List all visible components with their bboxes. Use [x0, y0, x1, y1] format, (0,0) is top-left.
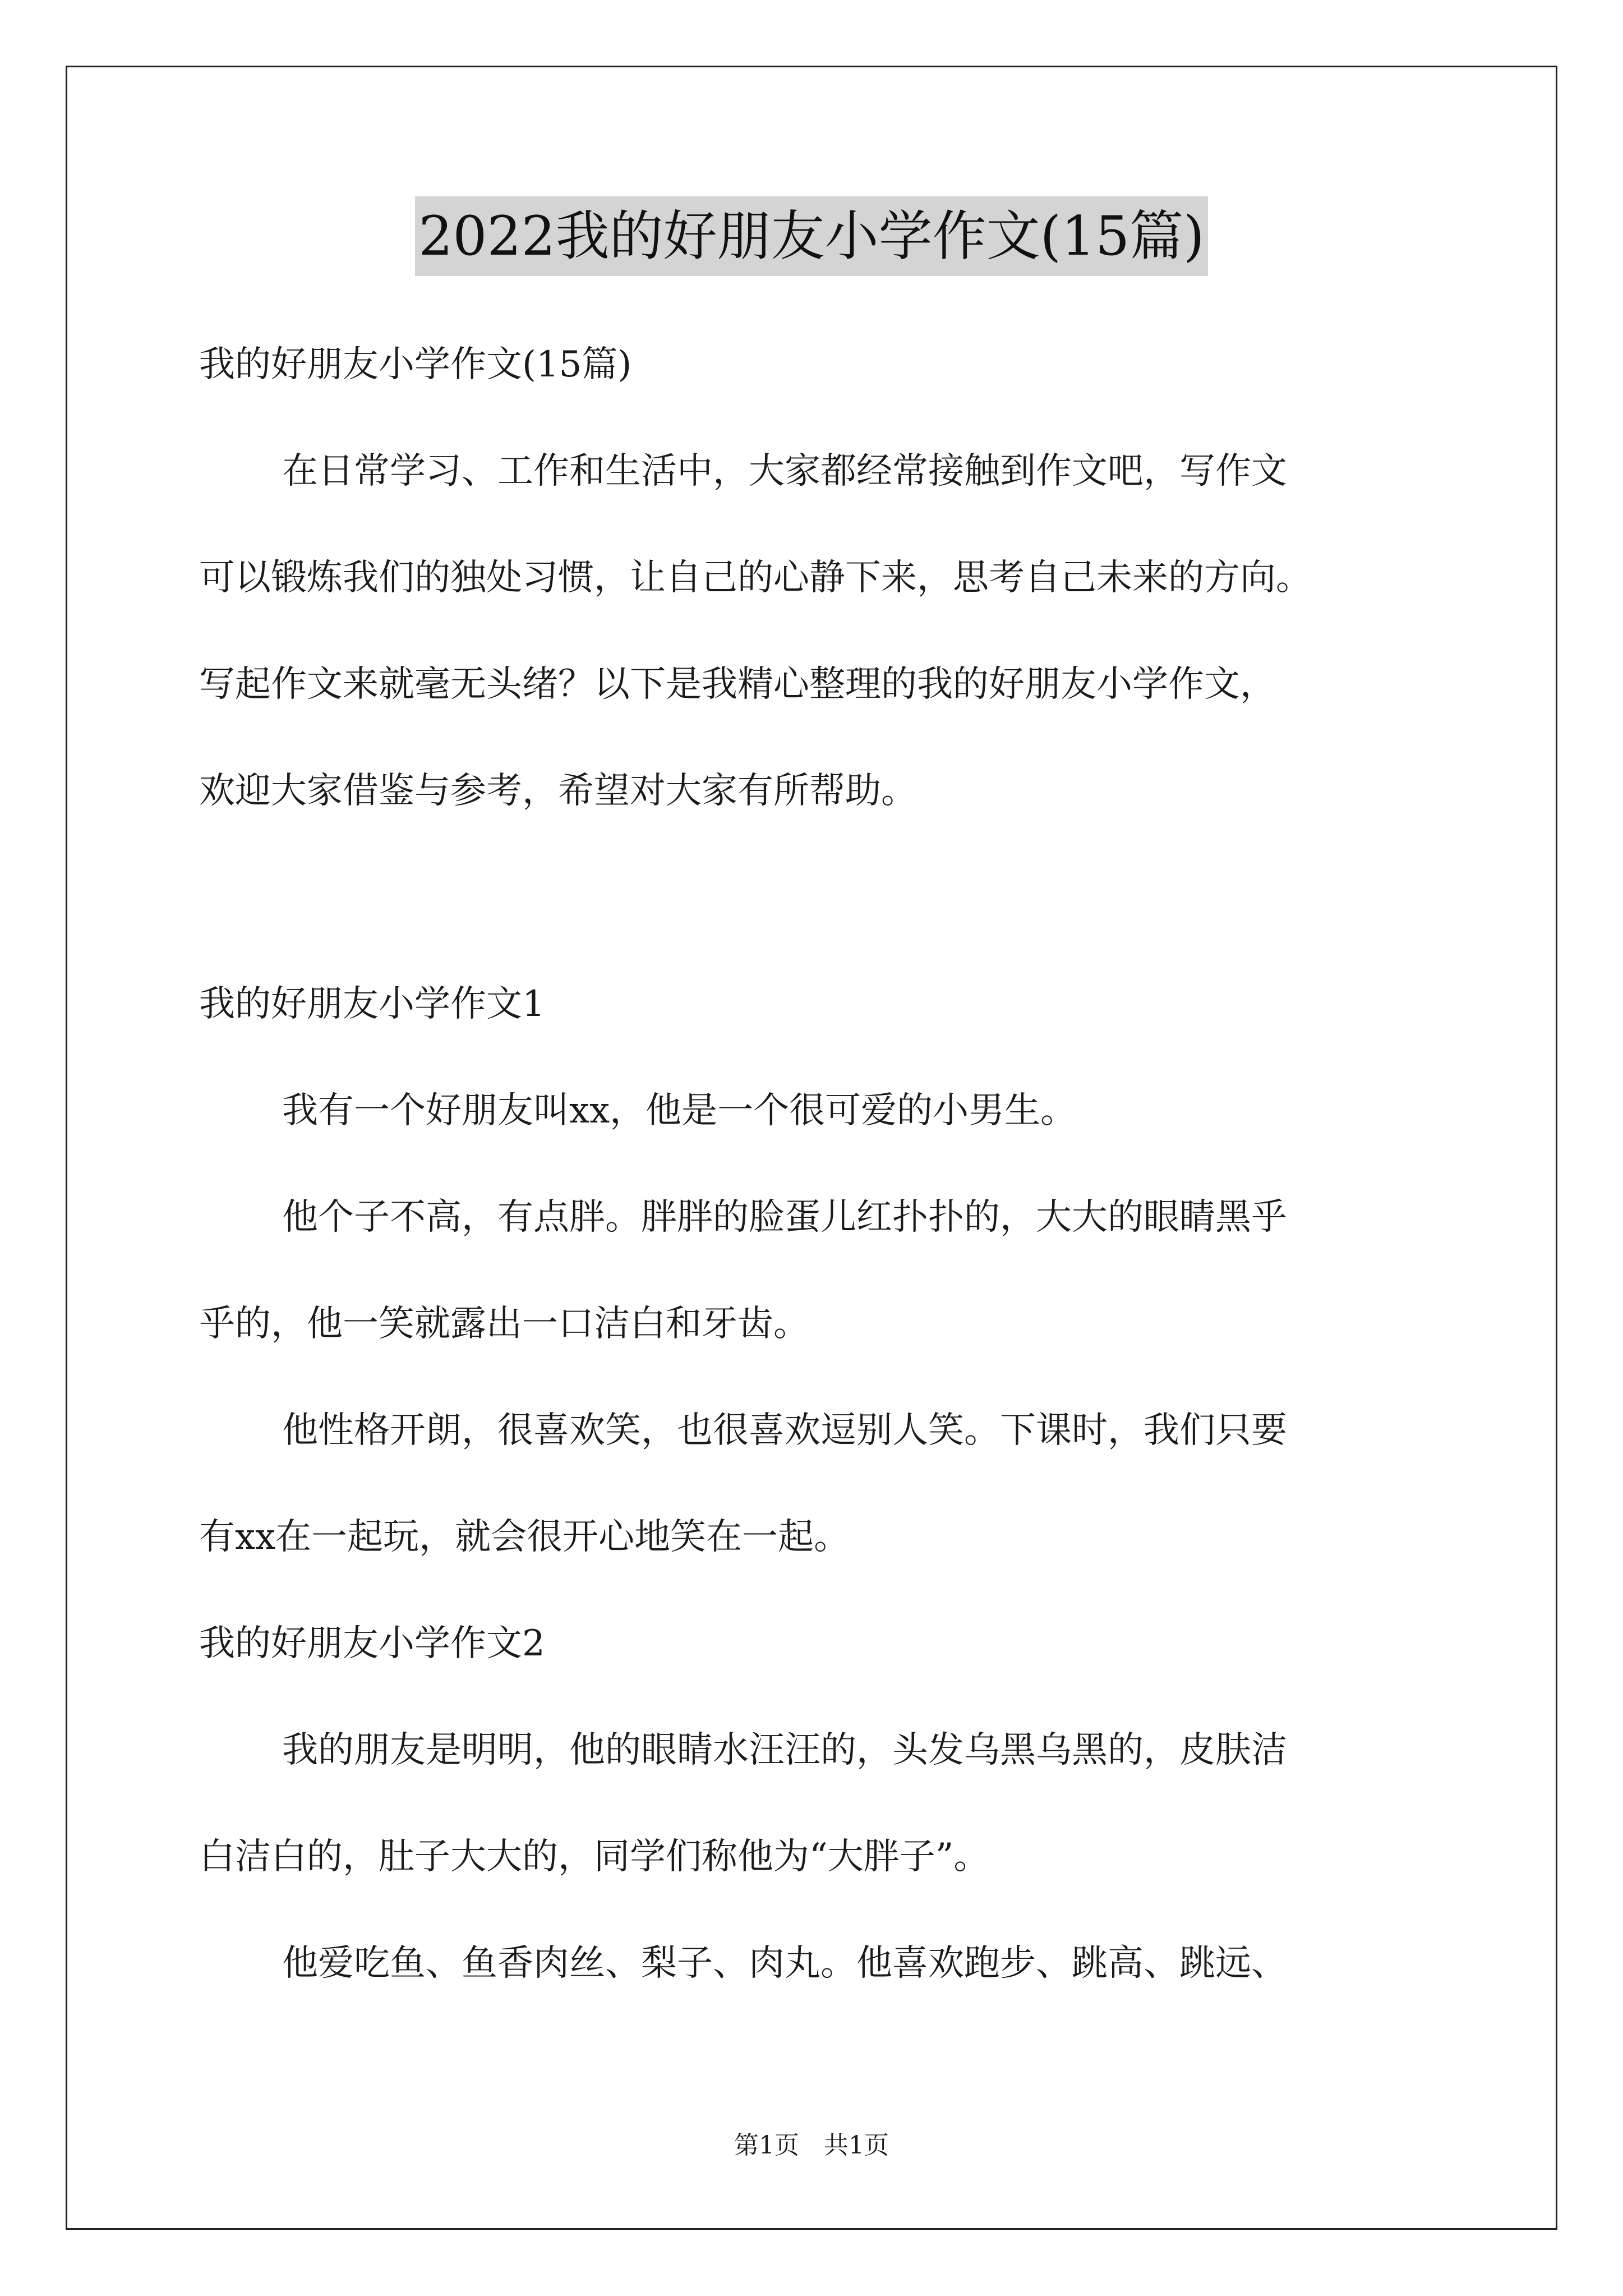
- text-line: 他个子不高，有点胖。胖胖的脸蛋儿红扑扑的，大大的眼睛黑乎: [282, 1197, 1287, 1238]
- text-line: 欢迎大家借鉴与参考，希望对大家有所帮助。: [199, 770, 917, 812]
- text-line: 乎的，他一笑就露出一口洁白和牙齿。: [199, 1303, 809, 1345]
- blank-line: [199, 844, 1433, 951]
- page-number: 第1页: [734, 2131, 799, 2160]
- text-line: 写起作文来就毫无头绪？以下是我精心整理的我的好朋友小学作文，: [199, 664, 1276, 705]
- document-body: [199, 311, 1433, 2017]
- text-line: 我的好朋友小学作文2: [199, 1623, 545, 1664]
- text-line: 我的朋友是明明，他的眼睛水汪汪的，头发乌黑乌黑的，皮肤洁: [282, 1729, 1287, 1771]
- document-title: 2022我的好朋友小学作文(15篇): [415, 196, 1207, 276]
- text-line: 我有一个好朋友叫xx，他是一个很可爱的小男生。: [282, 1090, 1077, 1131]
- text-line: 在日常学习、工作和生活中，大家都经常接触到作文吧，写作文: [282, 450, 1287, 492]
- text-line: 我的好朋友小学作文1: [199, 983, 545, 1025]
- text-line: 白洁白的，肚子大大的，同学们称他为“大胖子”。: [199, 1836, 990, 1878]
- page-footer: [0, 2129, 1623, 2162]
- text-line: 他性格开朗，很喜欢笑，也很喜欢逗别人笑。下课时，我们只要: [282, 1410, 1287, 1451]
- text-line: 可以锻炼我们的独处习惯，让自己的心静下来，思考自己未来的方向。: [199, 557, 1312, 599]
- page-total: 共1页: [824, 2131, 889, 2160]
- text-line: 有xx在一起玩，就会很开心地笑在一起。: [199, 1516, 850, 1558]
- title-container: [0, 196, 1623, 276]
- text-line: 我的好朋友小学作文(15篇): [199, 344, 632, 385]
- text-line: 他爱吃鱼、鱼香肉丝、梨子、肉丸。他喜欢跑步、跳高、跳远、: [282, 1943, 1287, 1984]
